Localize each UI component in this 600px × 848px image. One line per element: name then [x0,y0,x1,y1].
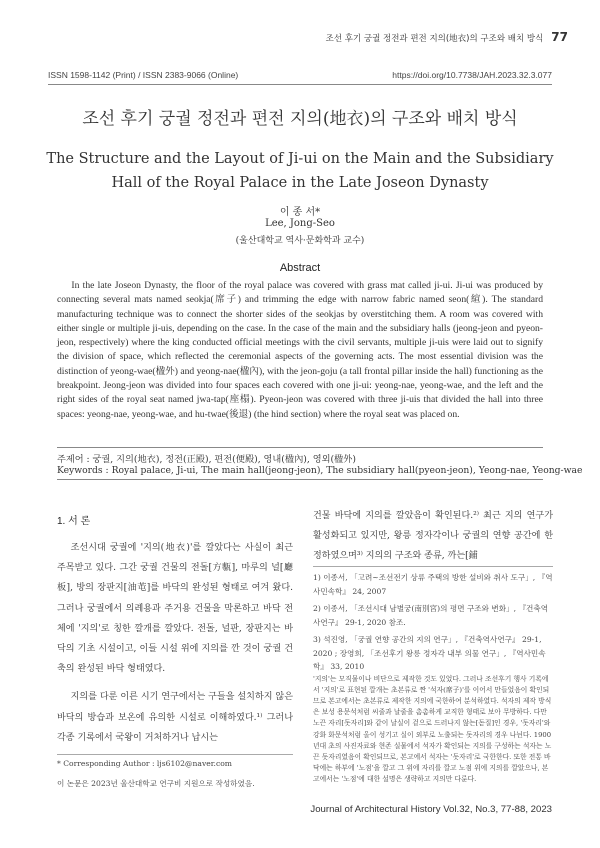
author-affiliation: (울산대학교 역사·문화학과 교수) [235,236,365,246]
funding-note: 이 논문은 2023년 울산대학교 연구비 지원으로 작성하였음. [57,779,255,788]
footnote-3: 3) 석진영, 「궁궐 연향 공간의 지의 연구」, 『건축역사연구』 29-1, 2020 ; 장영희, 「조선후기 왕릉 정자각 내부 의물 연구」, 『역사민속학』 33, 2010 [313,635,546,671]
paragraph-2: 지의를 다룬 이른 시기 연구에서는 구들을 설치하지 않은 바닥의 방습과 보온에 유의한 시설로 이해하였다.¹⁾ 그러나 각종 기록에서 국왕이 거처하거나 납시는 [57,692,293,743]
body-right-column [313,506,553,567]
corresponding-author-note: * Corresponding Author : ljs6102@naver.com [57,759,232,768]
section-heading: 1. 서 론 [57,516,91,527]
footnote-3-continued: '지의'는 모직물이나 비단으로 제작한 것도 있었다. 그러나 조선후기 행사 기록에서 '지의'로 표현된 깔개는 초본류로 짠 '석자(席子)'를 이어서 만들었음이 확인되므로 본고에서는 초본류로 제작한 지의에 국한하여 분석하였다. 석자의 제작 방식은 보성 용문석처럼 씨줄과 날줄을 촘촘하게 교직한 형태로 보아 무방하다. 다만 노끈 자리[돗자리]와 같이 날실이 겉으로 드러나지 않는[돋질]인 경우, '돗자리'와 강화 화문석처럼 올이 성기고 실이 외부로 노출되는 돗자리의 경우 나뉜다. 1900년대 초의 사진자료와 현존 실물에서 석자가 확인되는 지의를 구성하는 석자는 노끈 돗자리였음이 확인되므로, 본고에서 석자는 '돗자리'로 국한한다. 또한 전통 바닥에는 하부에 '노점'을 깔고 그 위에 자리를 깔고 노점 위에 지의를 깔았으나, 본고에서는 '노점'에 대한 설명은 생략하고 지의만 다룬다. [313,674,552,784]
author-name-korean: 이 종 서* [279,207,321,218]
journal-footer: Journal of Architectural History Vol.32, No.3, 77-88, 2023 [310,804,552,815]
abstract-body: In the late Joseon Dynasty, the floor of the royal palace was covered with grass mat called ji-ui. Ji-ui was produced by connecting several mats named seokja(席子) and trimming the edge with narrow fabric named seon(縇). The standard manufacturing technique was to connect the shorter sides of the seokjas by overstitching them. A room was covered with either single or multiple ji-uis, depending on the case. In the case of the main and the subsidiary halls (jeong-jeon and pyeon-jeon, respectively) where the king conducted official meetings with the civil servants, multiple ji-uis were laid out to signify the division of space, which reflected the ceremonial aspects of the governing acts. The most essential division was the distinction of yeong-wae(楹外) and yeong-nae(楹內), with the jeon-goju (a tall frontal pillar inside the hall) functioning as the breakpoint. Jeong-jeon was divided into four spaces each covered with one ji-ui: yeong-nae, yeong-wae, and the left and the right sides of the royal seat named jwa-tap(座榻). Pyeon-jeon was covered with three ji-uis that divided the hall into three spaces: yeong-nae, yeong-wae, and hu-twae(後退) (the hind section) where the royal seat was placed on. [57,280,543,420]
header-rule [48,84,552,85]
issn: ISSN 1598-1142 (Print) / ISSN 2383-9066 (Online) [48,70,239,80]
running-title: 조선 후기 궁궐 정전과 편전 지의(地衣)의 구조와 배치 방식 [325,34,544,44]
title-korean: 조선 후기 궁궐 정전과 편전 지의(地衣)의 구조와 배치 방식 [82,109,518,129]
footnote-rule-right [313,566,553,567]
body-left-column [57,538,293,748]
abstract-text [57,279,543,422]
footnote-2: 2) 이종서, 「조선시대 남별궁(南別宮)의 평면 구조와 변화」, 『건축역사연구』 29-1, 2020 참조. [313,604,549,627]
paragraph-right: 건물 바닥에 지의를 깔았음이 확인된다.²⁾ 최근 지의 연구가 활성화되고 있지만, 왕릉 정자각이나 궁궐의 연향 공간에 한정하였으며³⁾ 지의의 구조와 종류, 까는[鋪 [313,511,553,562]
footnote-1: 1) 이종서, 「고려~조선전기 상류 주택의 방한 설비와 취사 도구」, 『역사민속학』 24, 2007 [313,573,553,596]
page-number: 77 [551,30,568,44]
keywords-korean: 주제어 : 궁궐, 지의(地衣), 정전(正殿), 편전(便殿), 영내(楹內), 영외(楹外) [57,454,356,465]
abstract-heading: Abstract [279,262,321,274]
keywords-english: Keywords : Royal palace, Ji-ui, The main hall(jeong-jeon), The subsidiary hall(pyeon-jeon), Yeong-nae, Yeong-wae [57,465,583,476]
keywords-top-rule [57,447,543,448]
running-header [326,30,568,44]
footnotes-right [313,571,553,786]
doi-link[interactable]: https://doi.org/10.7738/JAH.2023.32.3.077 [392,70,552,80]
title-english: The Structure and the Layout of Ji-ui on the Main and the Subsidiary Hall of the Royal Palace in the Late Joseon Dynasty [46,151,554,191]
paragraph-1: 조선시대 궁궐에 '지의(地衣)'를 깔았다는 사실이 최근 주목받고 있다. 그간 궁궐 건물의 전돌[方甎], 마루의 널[廳板], 방의 장판지[油芚]를 바닥의 완성된 형태로 여겨 왔다. 그러나 궁궐에서 의례용과 주거용 건물을 막론하고 바닥 전체에 '지의'로 칭한 깔개를 깔았다. 전돌, 널판, 장판지는 바닥의 기초 시설이고, 이들 시설 위에 지의를 깐 것이 궁궐 건축의 완성된 바닥 형태였다. [57,543,293,675]
keywords-bottom-rule [57,479,543,480]
footnote-rule-left [57,754,293,755]
author-name-english: Lee, Jong-Seo [265,218,335,229]
